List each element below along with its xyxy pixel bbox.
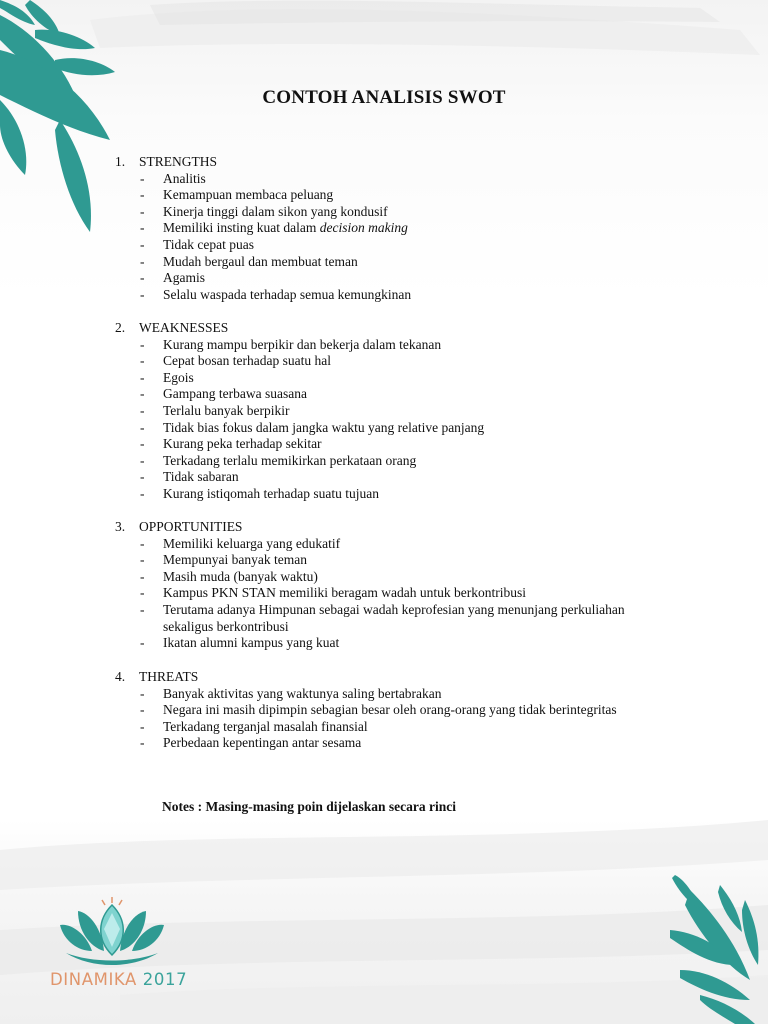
- list-item: - Kemampuan membaca peluang: [140, 187, 334, 203]
- list-item: - Kampus PKN STAN memiliki beragam wadah untuk berkontribusi: [140, 585, 526, 601]
- list-item: - Agamis: [140, 270, 205, 286]
- list-item: - Tidak cepat puas: [140, 236, 254, 252]
- list-item: - Kurang mampu berpikir dan bekerja dalam tekanan: [140, 336, 442, 352]
- section-heading: [115, 669, 675, 686]
- list-item: - Masih muda (banyak waktu): [140, 568, 318, 584]
- page-title: CONTOH ANALISIS SWOT: [262, 87, 506, 108]
- section-heading: [115, 519, 675, 536]
- list-item: - Kurang istiqomah terhadap suatu tujuan: [140, 485, 379, 501]
- list-item: - Selalu waspada terhadap semua kemungkinan: [140, 286, 412, 302]
- list-item: - Terkadang terganjal masalah finansial: [140, 718, 368, 734]
- section-number: 1.: [115, 154, 126, 169]
- list-item: - Memiliki insting kuat dalam decision making: [140, 220, 408, 236]
- list-item: - Egois: [140, 369, 194, 385]
- list-item: - Terutama adanya Himpunan sebagai wadah keprofesian yang menunjang perkuliahan sekaligus berkontribusi: [140, 601, 625, 634]
- swot-section-opportunities: [115, 519, 675, 652]
- section-title: THREATS: [139, 669, 199, 684]
- list-item: - Mudah bergaul dan membuat teman: [140, 253, 358, 269]
- section-heading: [115, 154, 675, 171]
- list-item: - Memiliki keluarga yang edukatif: [140, 535, 341, 551]
- section-number: 3.: [115, 519, 126, 534]
- section-title: WEAKNESSES: [139, 320, 229, 335]
- section-number: 2.: [115, 320, 126, 335]
- list-item: - Tidak sabaran: [140, 469, 239, 485]
- list-item: - Kinerja tinggi dalam sikon yang kondusif: [140, 203, 388, 219]
- swot-section-strengths: [115, 154, 675, 303]
- section-heading: [115, 320, 675, 337]
- logo-year: 2017: [142, 970, 188, 989]
- logo-wordmark: [50, 970, 187, 989]
- list-item: - Tidak bias fokus dalam jangka waktu yang relative panjang: [140, 419, 485, 435]
- fern-leaf-icon: [0, 0, 130, 240]
- logo-name: DINAMIKA: [50, 970, 137, 989]
- swot-section-threats: [115, 669, 675, 752]
- list-item: - Perbedaan kepentingan antar sesama: [140, 735, 362, 751]
- list-item: - Banyak aktivitas yang waktunya saling bertabrakan: [140, 685, 442, 701]
- lotus-logo-icon: [52, 895, 172, 967]
- notes-text: Notes : Masing-masing poin dijelaskan secara rinci: [162, 799, 457, 814]
- list-item: - Ikatan alumni kampus yang kuat: [140, 635, 340, 651]
- list-item: - Negara ini masih dipimpin sebagian besar oleh orang-orang yang tidak berintegritas: [140, 702, 617, 718]
- list-item: - Kurang peka terhadap sekitar: [140, 436, 322, 452]
- list-item: - Terlalu banyak berpikir: [140, 402, 290, 418]
- list-item: - Mempunyai banyak teman: [140, 552, 307, 568]
- fern-leaf-icon: [660, 870, 768, 1024]
- swot-section-weaknesses: [115, 320, 675, 503]
- section-title: OPPORTUNITIES: [139, 519, 243, 534]
- section-title: STRENGTHS: [139, 154, 218, 169]
- list-item: - Terkadang terlalu memikirkan perkataan orang: [140, 452, 417, 468]
- list-item: - Gampang terbawa suasana: [140, 386, 307, 402]
- list-item: - Cepat bosan terhadap suatu hal: [140, 353, 331, 369]
- list-item: - Analitis: [140, 170, 206, 186]
- section-number: 4.: [115, 669, 126, 684]
